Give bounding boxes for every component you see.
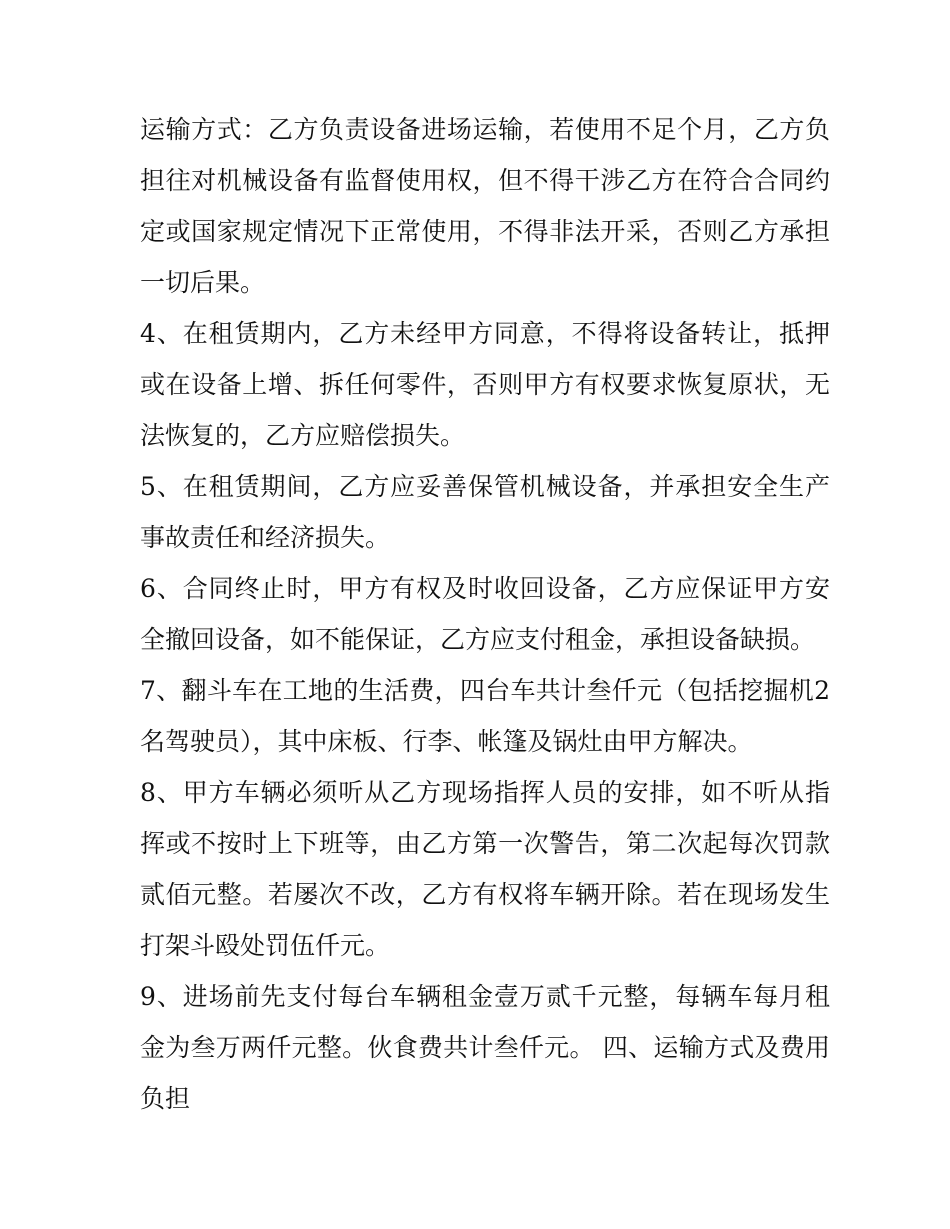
paragraph-clause-7: 7、翻斗车在工地的生活费，四台车共计叁仟元（包括挖掘机2名驾驶员），其中床板、行李、帐篷及锅灶由甲方解决。 [140,676,830,756]
paragraph-transport-method: 运输方式：乙方负责设备进场运输，若使用不足个月，乙方负担往对机械设备有监督使用权，但不得干涉乙方在符合合同约定或国家规定情况下正常使用，不得非法开采，否则乙方承担一切后果。 [140,115,830,297]
paragraph-clause-9: 9、进场前先支付每台车辆租金壹万贰千元整，每辆车每月租金为叁万两仟元整。伙食费共计叁仟元。 四、运输方式及费用负担 [140,982,830,1113]
paragraph-clause-8: 8、甲方车辆必须听从乙方现场指挥人员的安排，如不听从指挥或不按时上下班等，由乙方第一次警告，第二次起每次罚款贰佰元整。若屡次不改，乙方有权将车辆开除。若在现场发生打架斗殴处罚伍仟元。 [140,778,830,960]
paragraph-clause-5: 5、在租赁期间，乙方应妥善保管机械设备，并承担安全生产事故责任和经济损失。 [140,472,830,552]
paragraph-clause-6: 6、合同终止时，甲方有权及时收回设备，乙方应保证甲方安全撤回设备，如不能保证，乙方应支付租金，承担设备缺损。 [140,574,830,654]
document-body [140,104,830,1124]
paragraph-clause-4: 4、在租赁期内，乙方未经甲方同意，不得将设备转让，抵押或在设备上增、拆任何零件，否则甲方有权要求恢复原状，无法恢复的，乙方应赔偿损失。 [140,319,830,450]
